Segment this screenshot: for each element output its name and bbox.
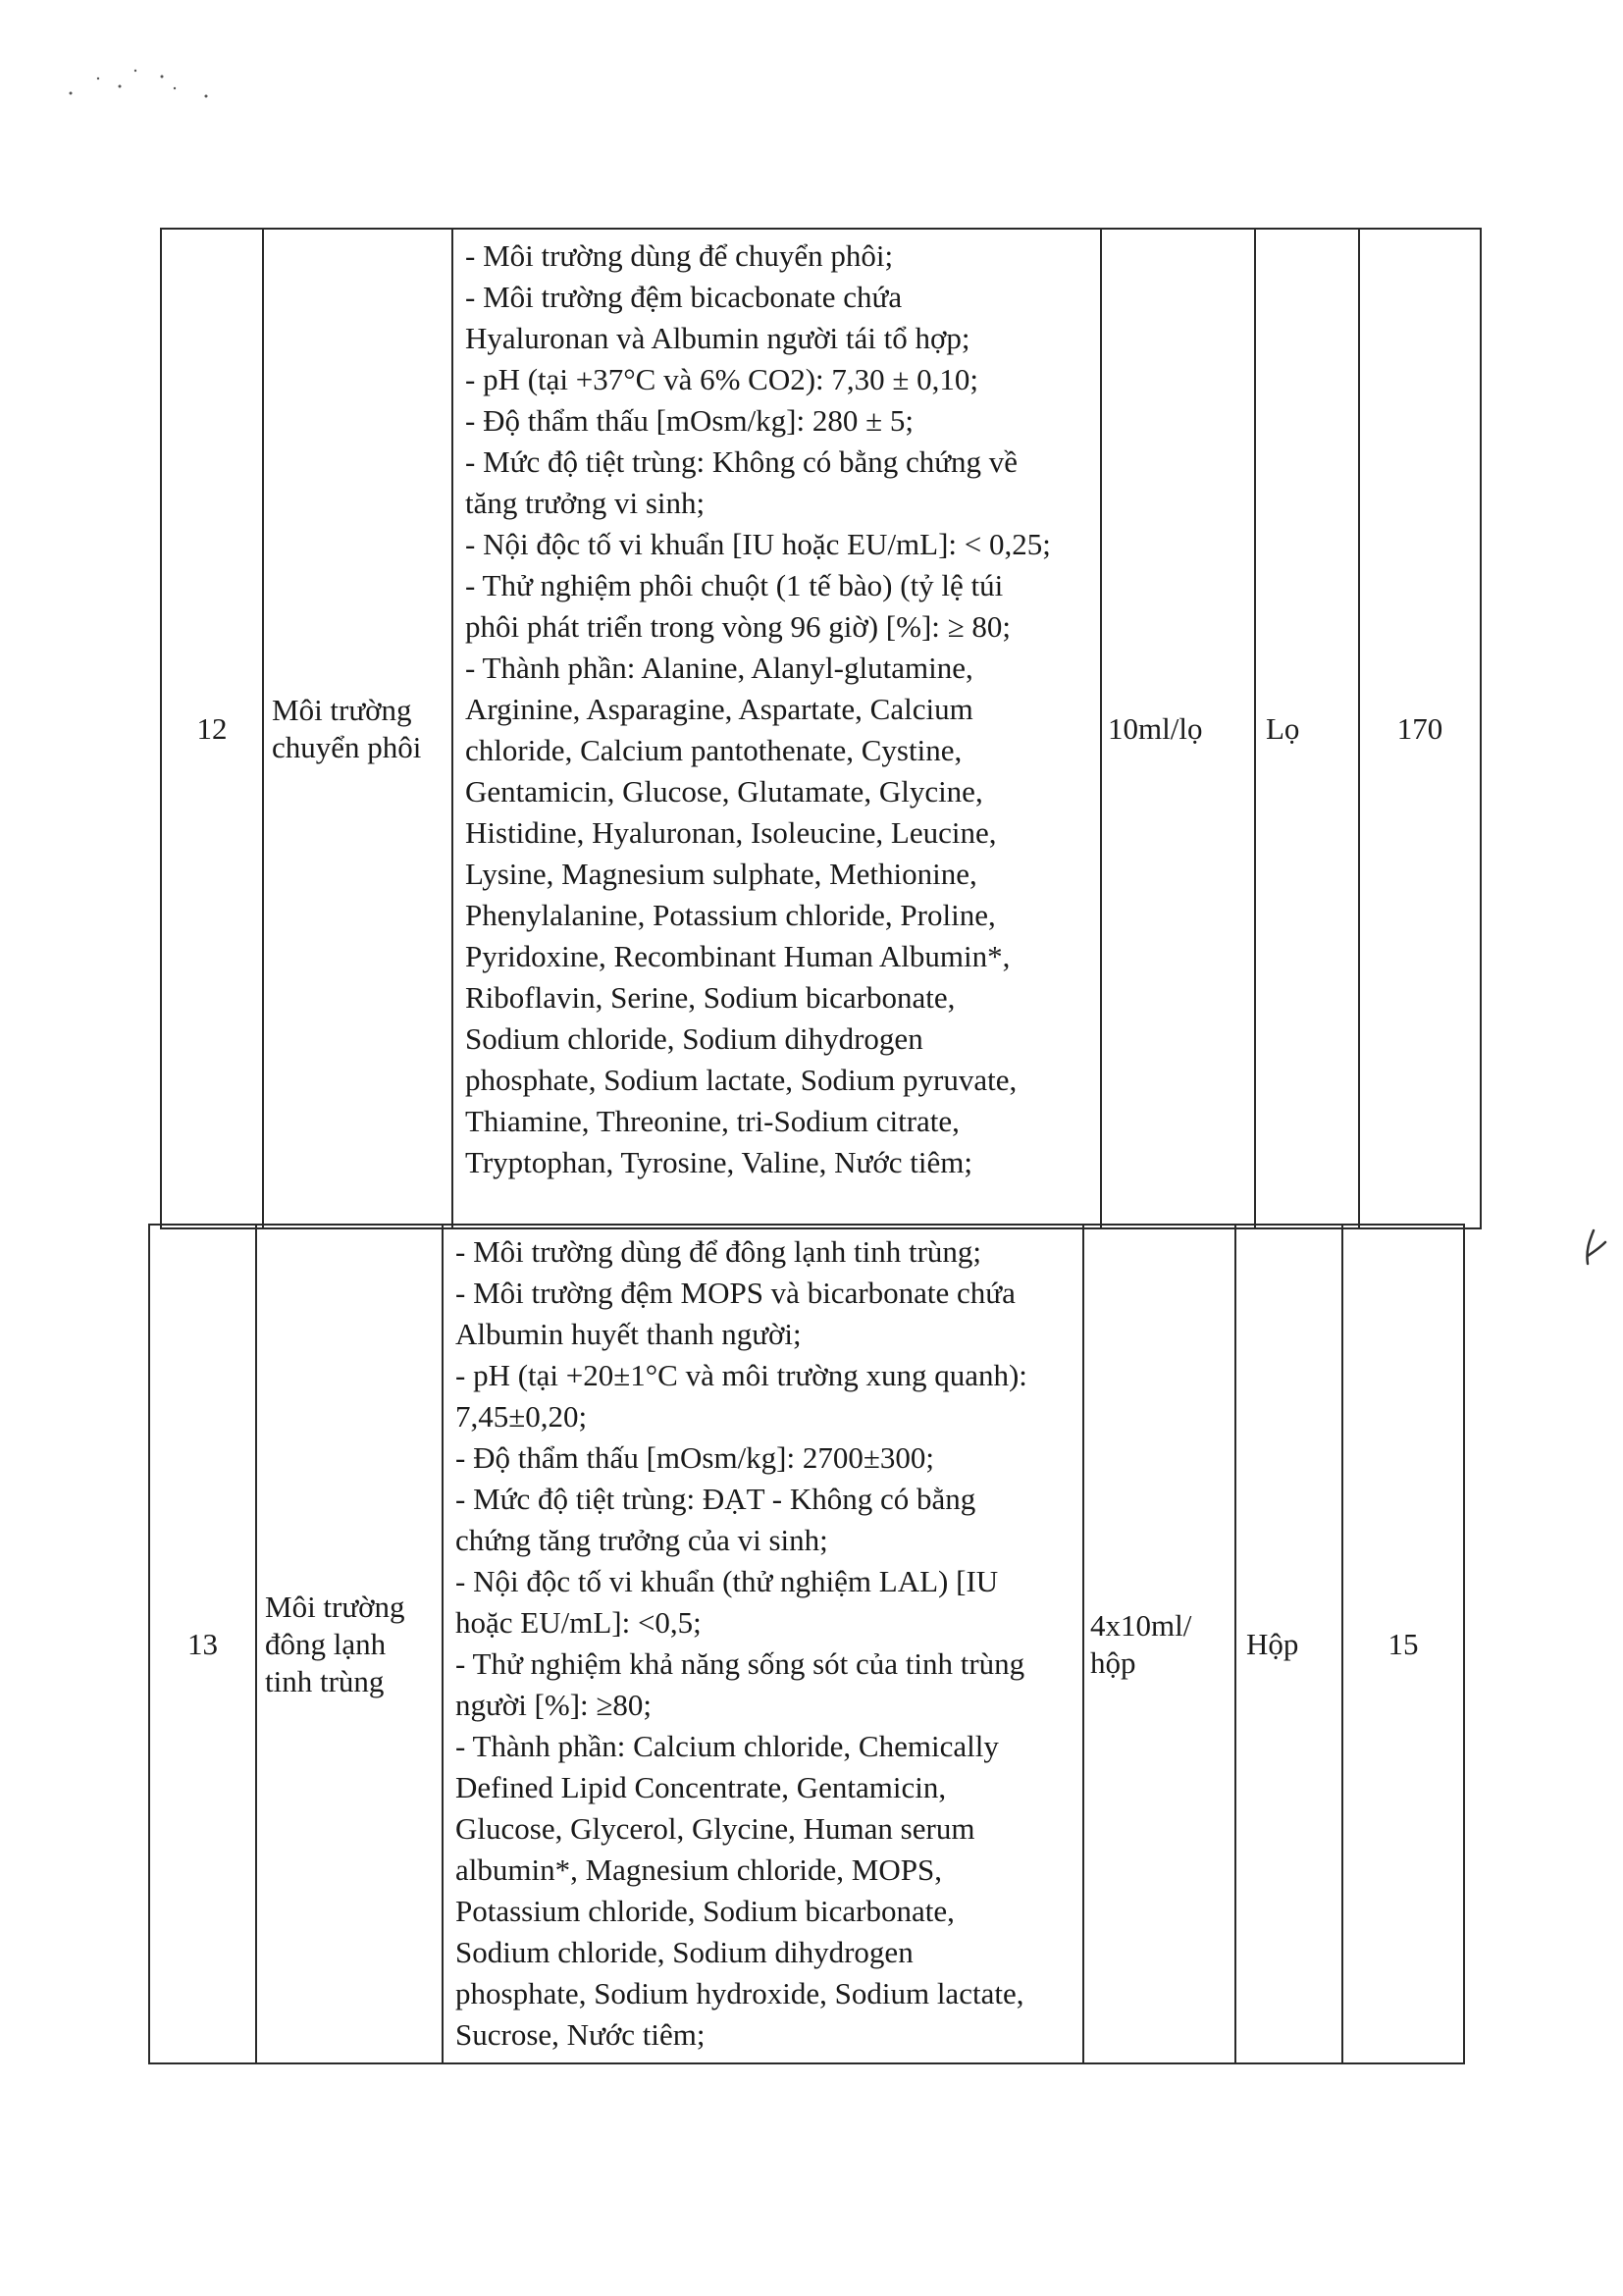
spec-line: phôi phát triển trong vòng 96 giờ) [%]: ≥ 80;	[465, 609, 1012, 644]
spec-line: - Môi trường dùng để đông lạnh tinh trùng;	[455, 1234, 982, 1269]
packaging-cell	[1101, 229, 1255, 1228]
packaging-line: hộp	[1090, 1644, 1136, 1680]
spec-line: - pH (tại +20±1°C và môi trường xung quanh):	[455, 1358, 1027, 1392]
product-name-line: Môi trường	[265, 1589, 405, 1624]
spec-line: - Nội độc tố vi khuẩn (thử nghiệm LAL) [IU	[455, 1564, 999, 1598]
spec-line: - Thử nghiệm phôi chuột (1 tế bào) (tỷ lệ túi	[465, 568, 1004, 602]
spec-line: - Thành phần: Calcium chloride, Chemically	[455, 1729, 999, 1763]
spec-line: Gentamicin, Glucose, Glutamate, Glycine,	[465, 774, 983, 809]
spec-line: tăng trưởng vi sinh;	[465, 486, 706, 520]
spec-line: phosphate, Sodium hydroxide, Sodium lactate,	[455, 1976, 1024, 2010]
product-name-cell	[256, 1225, 443, 2063]
spec-line: Potassium chloride, Sodium bicarbonate,	[455, 1894, 955, 1928]
spec-line: - Môi trường đệm bicacbonate chứa	[465, 280, 903, 314]
spec-line: - Độ thẩm thấu [mOsm/kg]: 2700±300;	[455, 1440, 934, 1475]
spec-line: - Độ thẩm thấu [mOsm/kg]: 280 ± 5;	[465, 403, 914, 438]
spec-line: - Thử nghiệm khả năng sống sót của tinh trùng	[455, 1646, 1025, 1681]
unit-cell: Hộp	[1235, 1225, 1342, 2063]
spec-line: Sucrose, Nước tiêm;	[455, 2017, 706, 2052]
packaging-cell	[1083, 1225, 1235, 2063]
spec-line: - Môi trường đệm MOPS và bicarbonate chứa	[455, 1276, 1016, 1310]
spec-line: chloride, Calcium pantothenate, Cystine,	[465, 733, 963, 767]
product-name-line: chuyển phôi	[272, 729, 422, 764]
scan-specks	[59, 49, 236, 108]
spec-line: - Nội độc tố vi khuẩn [IU hoặc EU/mL]: < 0,25;	[465, 527, 1051, 561]
quantity-cell: 15	[1342, 1225, 1464, 2063]
unit-cell: Lọ	[1255, 229, 1359, 1228]
spec-line: - Mức độ tiệt trùng: ĐẠT - Không có bằng	[455, 1482, 976, 1516]
spec-line: Sodium chloride, Sodium dihydrogen	[455, 1935, 914, 1969]
spec-line: Hyaluronan và Albumin người tái tổ hợp;	[465, 321, 970, 355]
spec-line: Tryptophan, Tyrosine, Valine, Nước tiêm;	[465, 1145, 972, 1179]
specification-cell	[452, 229, 1101, 1228]
spec-line: - Môi trường dùng để chuyển phôi;	[465, 238, 894, 273]
spec-line: Lysine, Magnesium sulphate, Methionine,	[465, 857, 977, 891]
spec-line: - Mức độ tiệt trùng: Không có bằng chứng về	[465, 444, 1019, 479]
spec-table-row-12	[160, 228, 1482, 1229]
spec-line: Sodium chloride, Sodium dihydrogen	[465, 1021, 923, 1056]
pen-mark	[1580, 1226, 1609, 1276]
spec-line: chứng tăng trưởng của vi sinh;	[455, 1523, 828, 1557]
spec-line: Albumin huyết thanh người;	[455, 1317, 802, 1351]
spec-line: - Thành phần: Alanine, Alanyl-glutamine,	[465, 651, 973, 685]
spec-line: Glucose, Glycerol, Glycine, Human serum	[455, 1811, 975, 1846]
spec-line: Thiamine, Threonine, tri-Sodium citrate,	[465, 1104, 960, 1138]
spec-line: người [%]: ≥80;	[455, 1688, 653, 1722]
row-number-cell: 13	[149, 1225, 256, 2063]
product-name-cell	[263, 229, 452, 1228]
quantity-cell: 170	[1359, 229, 1481, 1228]
specification-cell	[443, 1225, 1083, 2063]
row-number-cell: 12	[161, 229, 263, 1228]
spec-line: Defined Lipid Concentrate, Gentamicin,	[455, 1770, 947, 1804]
spec-line: 7,45±0,20;	[455, 1399, 588, 1434]
spec-line: phosphate, Sodium lactate, Sodium pyruvate,	[465, 1063, 1018, 1097]
packaging-line: 10ml/lọ	[1108, 710, 1203, 746]
spec-line: - pH (tại +37°C và 6% CO2): 7,30 ± 0,10;	[465, 362, 979, 396]
table-row	[161, 229, 1481, 1228]
spec-table-row-13	[148, 1224, 1465, 2064]
spec-line: Pyridoxine, Recombinant Human Albumin*,	[465, 939, 1011, 973]
table-row	[149, 1225, 1464, 2063]
product-name-line: Môi trường	[272, 692, 412, 727]
spec-line: Arginine, Asparagine, Aspartate, Calcium	[465, 692, 973, 726]
spec-line: hoặc EU/mL]: <0,5;	[455, 1605, 702, 1640]
spec-line: Riboflavin, Serine, Sodium bicarbonate,	[465, 980, 956, 1015]
spec-line: Histidine, Hyaluronan, Isoleucine, Leucine,	[465, 815, 997, 850]
spec-line: Phenylalanine, Potassium chloride, Proline,	[465, 898, 996, 932]
spec-line: albumin*, Magnesium chloride, MOPS,	[455, 1852, 942, 1887]
product-name-line: đông lạnh	[265, 1626, 387, 1661]
product-name-line: tinh trùng	[265, 1663, 385, 1698]
packaging-line: 4x10ml/	[1090, 1607, 1192, 1643]
